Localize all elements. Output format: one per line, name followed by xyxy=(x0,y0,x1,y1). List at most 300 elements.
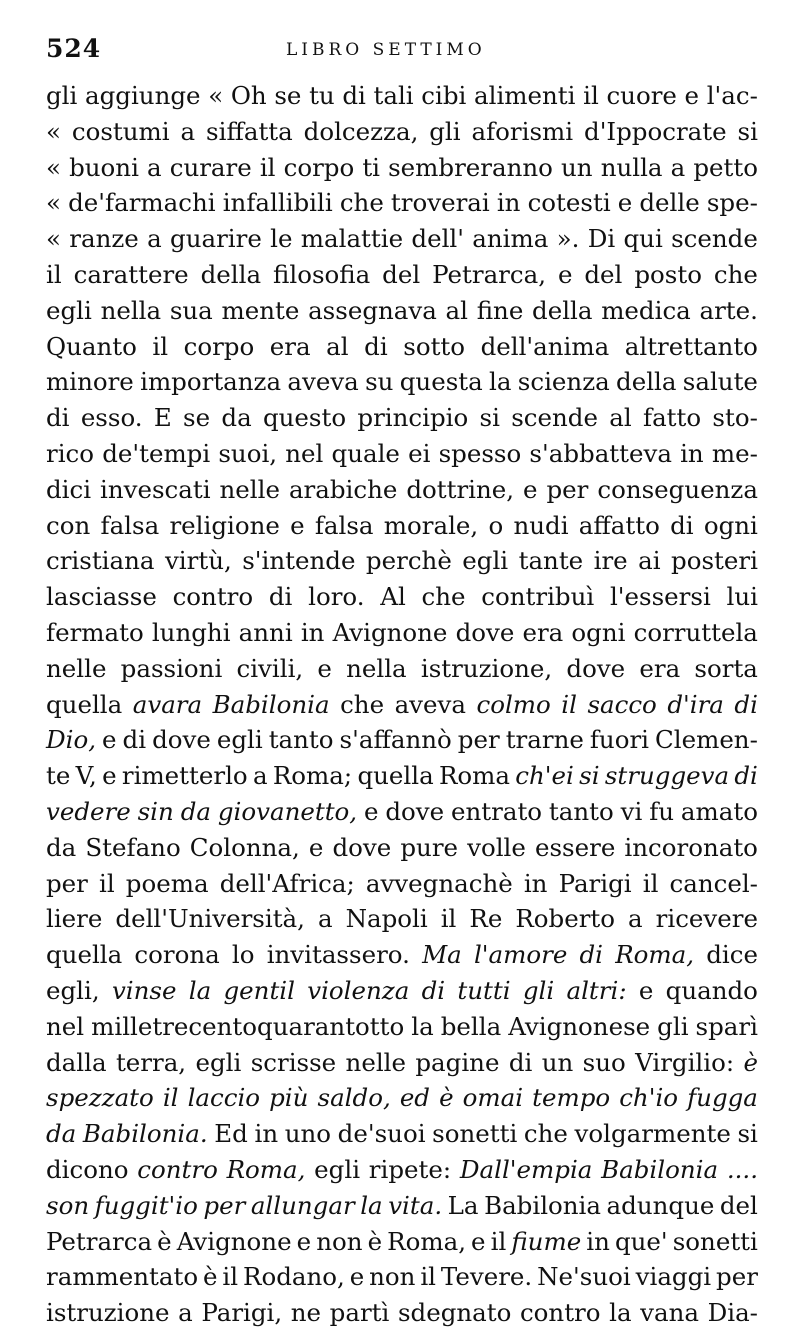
word: suoi, xyxy=(218,438,278,468)
word: .... xyxy=(726,1154,758,1184)
word: essere xyxy=(534,832,616,862)
word: tu xyxy=(309,81,335,110)
text-line xyxy=(46,185,758,221)
word: suo xyxy=(582,1047,626,1077)
word: per xyxy=(203,1190,246,1220)
word: questa xyxy=(399,367,483,397)
word: e xyxy=(684,81,700,110)
word: che xyxy=(421,582,466,612)
text-line xyxy=(46,293,758,329)
word: ai xyxy=(638,546,661,576)
word: fugga xyxy=(687,1083,758,1113)
word: conseguenza xyxy=(597,474,758,504)
word: il xyxy=(642,868,659,898)
word: era xyxy=(639,653,681,683)
word: aveva xyxy=(287,367,359,397)
text-line xyxy=(46,973,758,1009)
word: salute xyxy=(682,367,758,397)
running-head: LIBRO SETTIMO xyxy=(286,40,486,60)
word: Ma xyxy=(422,940,462,970)
word: Roma, xyxy=(226,1154,306,1184)
word: sin xyxy=(137,796,174,826)
word: ». xyxy=(556,224,580,254)
word: di xyxy=(421,975,446,1005)
word: s'intende xyxy=(242,546,356,576)
word: è xyxy=(743,1047,758,1077)
word: ogni xyxy=(571,617,626,647)
word: principio xyxy=(357,403,469,433)
word: amato xyxy=(680,796,758,826)
word: di xyxy=(364,331,388,361)
word: malattie xyxy=(300,224,404,254)
word: egli xyxy=(314,1154,361,1184)
word: tempo xyxy=(532,1083,611,1113)
word: non xyxy=(316,1226,363,1256)
word: l'ac- xyxy=(706,81,758,110)
text-line xyxy=(46,221,758,257)
word: Dio, xyxy=(46,725,97,755)
text-line xyxy=(46,436,758,472)
word: colmo xyxy=(476,689,551,719)
word: dell'anima xyxy=(480,331,610,361)
word: se xyxy=(183,403,211,433)
word: rimetterlo xyxy=(121,761,248,791)
word: altrettanto xyxy=(624,331,758,361)
word: questo xyxy=(262,403,347,433)
word: Napoli xyxy=(345,904,428,934)
word: pure xyxy=(400,832,459,862)
word: ripete: xyxy=(368,1154,452,1184)
text-line xyxy=(46,364,758,400)
word: violenza xyxy=(307,975,410,1005)
word: rammentato xyxy=(46,1262,199,1292)
word: tante xyxy=(518,546,584,576)
word: Rodano, xyxy=(243,1262,345,1292)
word: in xyxy=(586,1226,610,1256)
word: il xyxy=(561,689,577,719)
word: fatto xyxy=(643,403,702,433)
word: posteri xyxy=(671,546,758,576)
word: siffatta xyxy=(206,116,293,146)
word: e xyxy=(308,832,324,862)
word: nulla xyxy=(600,152,663,182)
word: rico xyxy=(46,438,95,468)
word: de'tempi xyxy=(102,438,211,468)
word: cotesti xyxy=(527,188,611,218)
text-line xyxy=(46,400,758,436)
word: che xyxy=(713,259,758,289)
word: trarne xyxy=(505,725,584,755)
word: cancel- xyxy=(669,868,758,898)
word: e xyxy=(290,510,305,540)
word: lo xyxy=(231,940,255,970)
word: curare xyxy=(169,152,252,182)
word: « xyxy=(46,224,61,254)
word: le xyxy=(270,224,293,254)
word: Oh xyxy=(230,81,267,110)
word: e xyxy=(557,259,573,289)
word: istruzione, xyxy=(420,653,553,683)
word: si xyxy=(479,403,500,433)
word: in xyxy=(254,1119,279,1149)
text-line xyxy=(46,901,758,937)
word: nelle xyxy=(345,1047,406,1077)
word: qui xyxy=(623,224,663,254)
word: invescati xyxy=(100,474,211,504)
word: il xyxy=(99,868,115,898)
word: civili, xyxy=(236,653,304,683)
word: di xyxy=(579,940,604,970)
word: più xyxy=(269,1083,309,1113)
word: Ed xyxy=(214,1119,248,1149)
text-line xyxy=(46,1116,758,1152)
page-header xyxy=(46,34,760,74)
word: tanto xyxy=(268,725,334,755)
word: con xyxy=(46,510,91,540)
word: guarire xyxy=(170,224,262,254)
word: a xyxy=(180,116,196,146)
word: la xyxy=(609,1298,632,1328)
word: fu xyxy=(649,796,675,826)
word: vedere xyxy=(46,796,131,826)
word: sotto xyxy=(403,331,466,361)
word: struggeva xyxy=(604,761,730,791)
word: d'Ippocrate xyxy=(584,116,727,146)
word: in xyxy=(496,188,521,218)
word: aforismi xyxy=(471,116,574,146)
word: medica xyxy=(601,295,691,325)
text-line xyxy=(46,1188,758,1224)
word: la xyxy=(411,1011,434,1041)
word: Avignone xyxy=(332,617,448,647)
word: Roma, xyxy=(615,940,695,970)
word: Tevere. xyxy=(440,1262,533,1292)
word: nel xyxy=(285,438,324,468)
word: la xyxy=(489,367,512,397)
word: altri: xyxy=(566,975,627,1005)
word: il xyxy=(162,1083,179,1113)
word: l'essersi xyxy=(609,582,711,612)
word: ne xyxy=(290,1298,322,1328)
word: quale xyxy=(331,438,400,468)
word: ogni xyxy=(703,510,758,540)
word: Colonna, xyxy=(189,832,300,862)
word: Avignonese xyxy=(508,1011,651,1041)
word: « xyxy=(208,81,224,110)
word: egli, xyxy=(46,975,100,1005)
word: per xyxy=(457,725,500,755)
word: da xyxy=(46,832,77,862)
text-line xyxy=(46,1045,758,1081)
word: e xyxy=(638,975,654,1005)
word: il xyxy=(583,81,599,110)
word: di xyxy=(122,725,147,755)
word: dove xyxy=(332,832,392,862)
word: d'ira xyxy=(667,689,724,719)
word: Roma; xyxy=(272,761,353,791)
word: bella xyxy=(440,1011,502,1041)
word: alimenti xyxy=(474,81,576,110)
text-line xyxy=(46,543,758,579)
word: che xyxy=(523,1119,568,1149)
word: quella xyxy=(46,689,123,719)
word: Roma xyxy=(438,761,511,791)
word: in xyxy=(300,617,325,647)
word: da xyxy=(221,403,252,433)
word: gli xyxy=(657,1011,689,1041)
word: sembreranno xyxy=(388,152,553,182)
word: filosofia xyxy=(273,259,371,289)
word: de'farmachi xyxy=(68,188,216,218)
word: morale, xyxy=(383,510,479,540)
text-line xyxy=(46,1259,758,1295)
word: anima xyxy=(472,224,549,254)
word: la xyxy=(188,975,212,1005)
word: importanza xyxy=(140,367,282,397)
word: e xyxy=(102,725,117,755)
word: e xyxy=(363,796,379,826)
word: buoni xyxy=(69,152,139,182)
word: ricevere xyxy=(655,904,758,934)
word: fine xyxy=(476,295,524,325)
word: della xyxy=(200,259,262,289)
text-line xyxy=(46,794,758,830)
word: Roma, xyxy=(387,1226,466,1256)
word: Parigi, xyxy=(201,1298,283,1328)
word: il xyxy=(46,259,62,289)
word: scende xyxy=(671,224,758,254)
word: nella xyxy=(100,295,162,325)
word: dolcezza, xyxy=(303,116,419,146)
text-line xyxy=(46,508,758,544)
word: fiume xyxy=(511,1226,582,1256)
word: e xyxy=(471,1226,486,1256)
word: perchè xyxy=(365,546,452,576)
word: « xyxy=(46,116,61,146)
text-line xyxy=(46,758,758,794)
word: allungar xyxy=(250,1190,355,1220)
word: si xyxy=(737,116,758,146)
text-line xyxy=(46,1009,758,1045)
word: dell'Africa; xyxy=(219,868,355,898)
word: petto xyxy=(693,152,758,182)
word: della xyxy=(616,367,677,397)
word: in xyxy=(523,868,548,898)
word: uno xyxy=(284,1119,332,1149)
word: infallibili xyxy=(222,188,333,218)
text-line xyxy=(46,78,758,114)
word: Quanto xyxy=(46,331,137,361)
word: del xyxy=(719,1190,758,1220)
word: incoronato xyxy=(624,832,758,862)
word: contro xyxy=(172,582,254,612)
word: Dia- xyxy=(707,1298,758,1328)
word: spezzato xyxy=(46,1083,154,1113)
word: Babilonia xyxy=(212,689,330,719)
word: a xyxy=(252,761,268,791)
text-line xyxy=(46,687,758,723)
word: quando xyxy=(665,975,758,1005)
word: lasciasse xyxy=(46,582,157,612)
word: di xyxy=(268,582,293,612)
word: adunque xyxy=(606,1190,715,1220)
word: son xyxy=(46,1190,90,1220)
word: falsa xyxy=(314,510,374,540)
word: e xyxy=(349,1262,365,1292)
word: il xyxy=(490,1226,507,1256)
word: per xyxy=(546,474,589,504)
word: avvegnachè xyxy=(365,868,513,898)
word: e xyxy=(296,1226,312,1256)
word: omai xyxy=(462,1083,524,1113)
word: Babilonia. xyxy=(82,1119,208,1149)
text-line xyxy=(46,651,758,687)
word: quella xyxy=(357,761,434,791)
word: mente xyxy=(221,295,300,325)
word: que' xyxy=(614,1226,668,1256)
word: dicono xyxy=(46,1154,129,1184)
text-line xyxy=(46,1080,758,1116)
word: Clemen- xyxy=(655,725,758,755)
word: ti xyxy=(362,152,381,182)
word: sparì xyxy=(695,1011,758,1041)
word: dove xyxy=(455,617,515,647)
word: di xyxy=(508,1047,533,1077)
word: cibi xyxy=(421,81,467,110)
word: aggiunge xyxy=(85,81,201,110)
word: Parigi xyxy=(558,868,632,898)
word: per xyxy=(46,868,88,898)
word: lunghi xyxy=(151,617,231,647)
word: si xyxy=(737,1119,758,1149)
word: e xyxy=(523,474,538,504)
word: istruzione xyxy=(46,1298,170,1328)
word: un xyxy=(561,152,593,182)
word: al xyxy=(445,295,468,325)
text-line xyxy=(46,830,758,866)
word: aveva xyxy=(394,689,466,719)
word: gli xyxy=(522,975,555,1005)
word: volle xyxy=(467,832,526,862)
word: contribuì xyxy=(481,582,595,612)
word: sua xyxy=(169,295,213,325)
word: egli xyxy=(195,1047,242,1077)
word: Stefano xyxy=(85,832,181,862)
word: sonetti xyxy=(432,1119,518,1149)
word: era xyxy=(522,617,564,647)
word: corpo xyxy=(283,152,355,182)
word: falsa xyxy=(100,510,160,540)
word: liere xyxy=(46,904,103,934)
word: assegnava xyxy=(308,295,437,325)
word: a xyxy=(178,1298,193,1328)
word: contro xyxy=(137,1154,218,1184)
word: il xyxy=(222,1262,239,1292)
text-line xyxy=(46,1295,758,1331)
word: dici xyxy=(46,474,92,504)
word: è xyxy=(157,1226,172,1256)
word: dalla xyxy=(46,1047,107,1077)
word: virtù, xyxy=(164,546,232,576)
word: ed xyxy=(399,1083,430,1113)
word: carattere xyxy=(73,259,189,289)
word: dove xyxy=(385,796,445,826)
word: quella xyxy=(46,940,123,970)
word: Ne'suoi xyxy=(537,1262,631,1292)
word: troverai xyxy=(390,188,490,218)
word: vana xyxy=(640,1298,699,1328)
word: milletrecentoquarantotto xyxy=(91,1011,405,1041)
word: Al xyxy=(380,582,406,612)
word: spe- xyxy=(706,188,758,218)
word: affatto xyxy=(578,510,660,540)
word: vinse xyxy=(111,975,177,1005)
word: da xyxy=(46,1119,77,1149)
word: arabiche xyxy=(288,474,398,504)
word: egli xyxy=(462,546,509,576)
word: da xyxy=(180,796,211,826)
word: per xyxy=(716,1262,758,1292)
text-line xyxy=(46,866,758,902)
word: al xyxy=(326,331,349,361)
word: il xyxy=(152,331,169,361)
word: nel xyxy=(46,1011,85,1041)
word: un xyxy=(541,1047,574,1077)
word: « xyxy=(46,152,61,182)
word: Petrarca xyxy=(46,1226,153,1256)
word: fuggit'io xyxy=(94,1190,198,1220)
word: posto xyxy=(634,259,702,289)
text-line xyxy=(46,1224,758,1260)
word: del xyxy=(584,259,623,289)
word: dottrine, xyxy=(406,474,515,504)
word: gli xyxy=(429,116,461,146)
word: lui xyxy=(726,582,758,612)
word: Babilonia xyxy=(484,1190,601,1220)
word: gli xyxy=(46,81,78,110)
word: Babilonia xyxy=(601,1154,719,1184)
word: vi xyxy=(620,796,643,826)
word: ch'ei xyxy=(515,761,574,791)
word: di xyxy=(734,761,758,791)
word: dell' xyxy=(411,224,464,254)
word: si xyxy=(579,761,600,791)
word: che xyxy=(339,188,384,218)
word: dove xyxy=(152,725,211,755)
word: dell'Università, xyxy=(115,904,305,934)
word: delle xyxy=(639,188,700,218)
word: a xyxy=(317,904,333,934)
word: loro. xyxy=(308,582,365,612)
word: è xyxy=(439,1083,454,1113)
word: nudi xyxy=(513,510,569,540)
word: e xyxy=(617,188,633,218)
text-line xyxy=(46,615,758,651)
word: che xyxy=(340,689,385,719)
word: poema xyxy=(125,868,209,898)
word: su xyxy=(365,367,394,397)
word: della xyxy=(532,295,593,325)
word: sto- xyxy=(712,403,758,433)
text-line xyxy=(46,150,758,186)
text-line xyxy=(46,579,758,615)
word: ei xyxy=(408,438,431,468)
word: E xyxy=(153,403,172,433)
word: saldo, xyxy=(317,1083,391,1113)
body-text xyxy=(46,78,758,1331)
word: te xyxy=(46,761,71,791)
word: o xyxy=(488,510,504,540)
